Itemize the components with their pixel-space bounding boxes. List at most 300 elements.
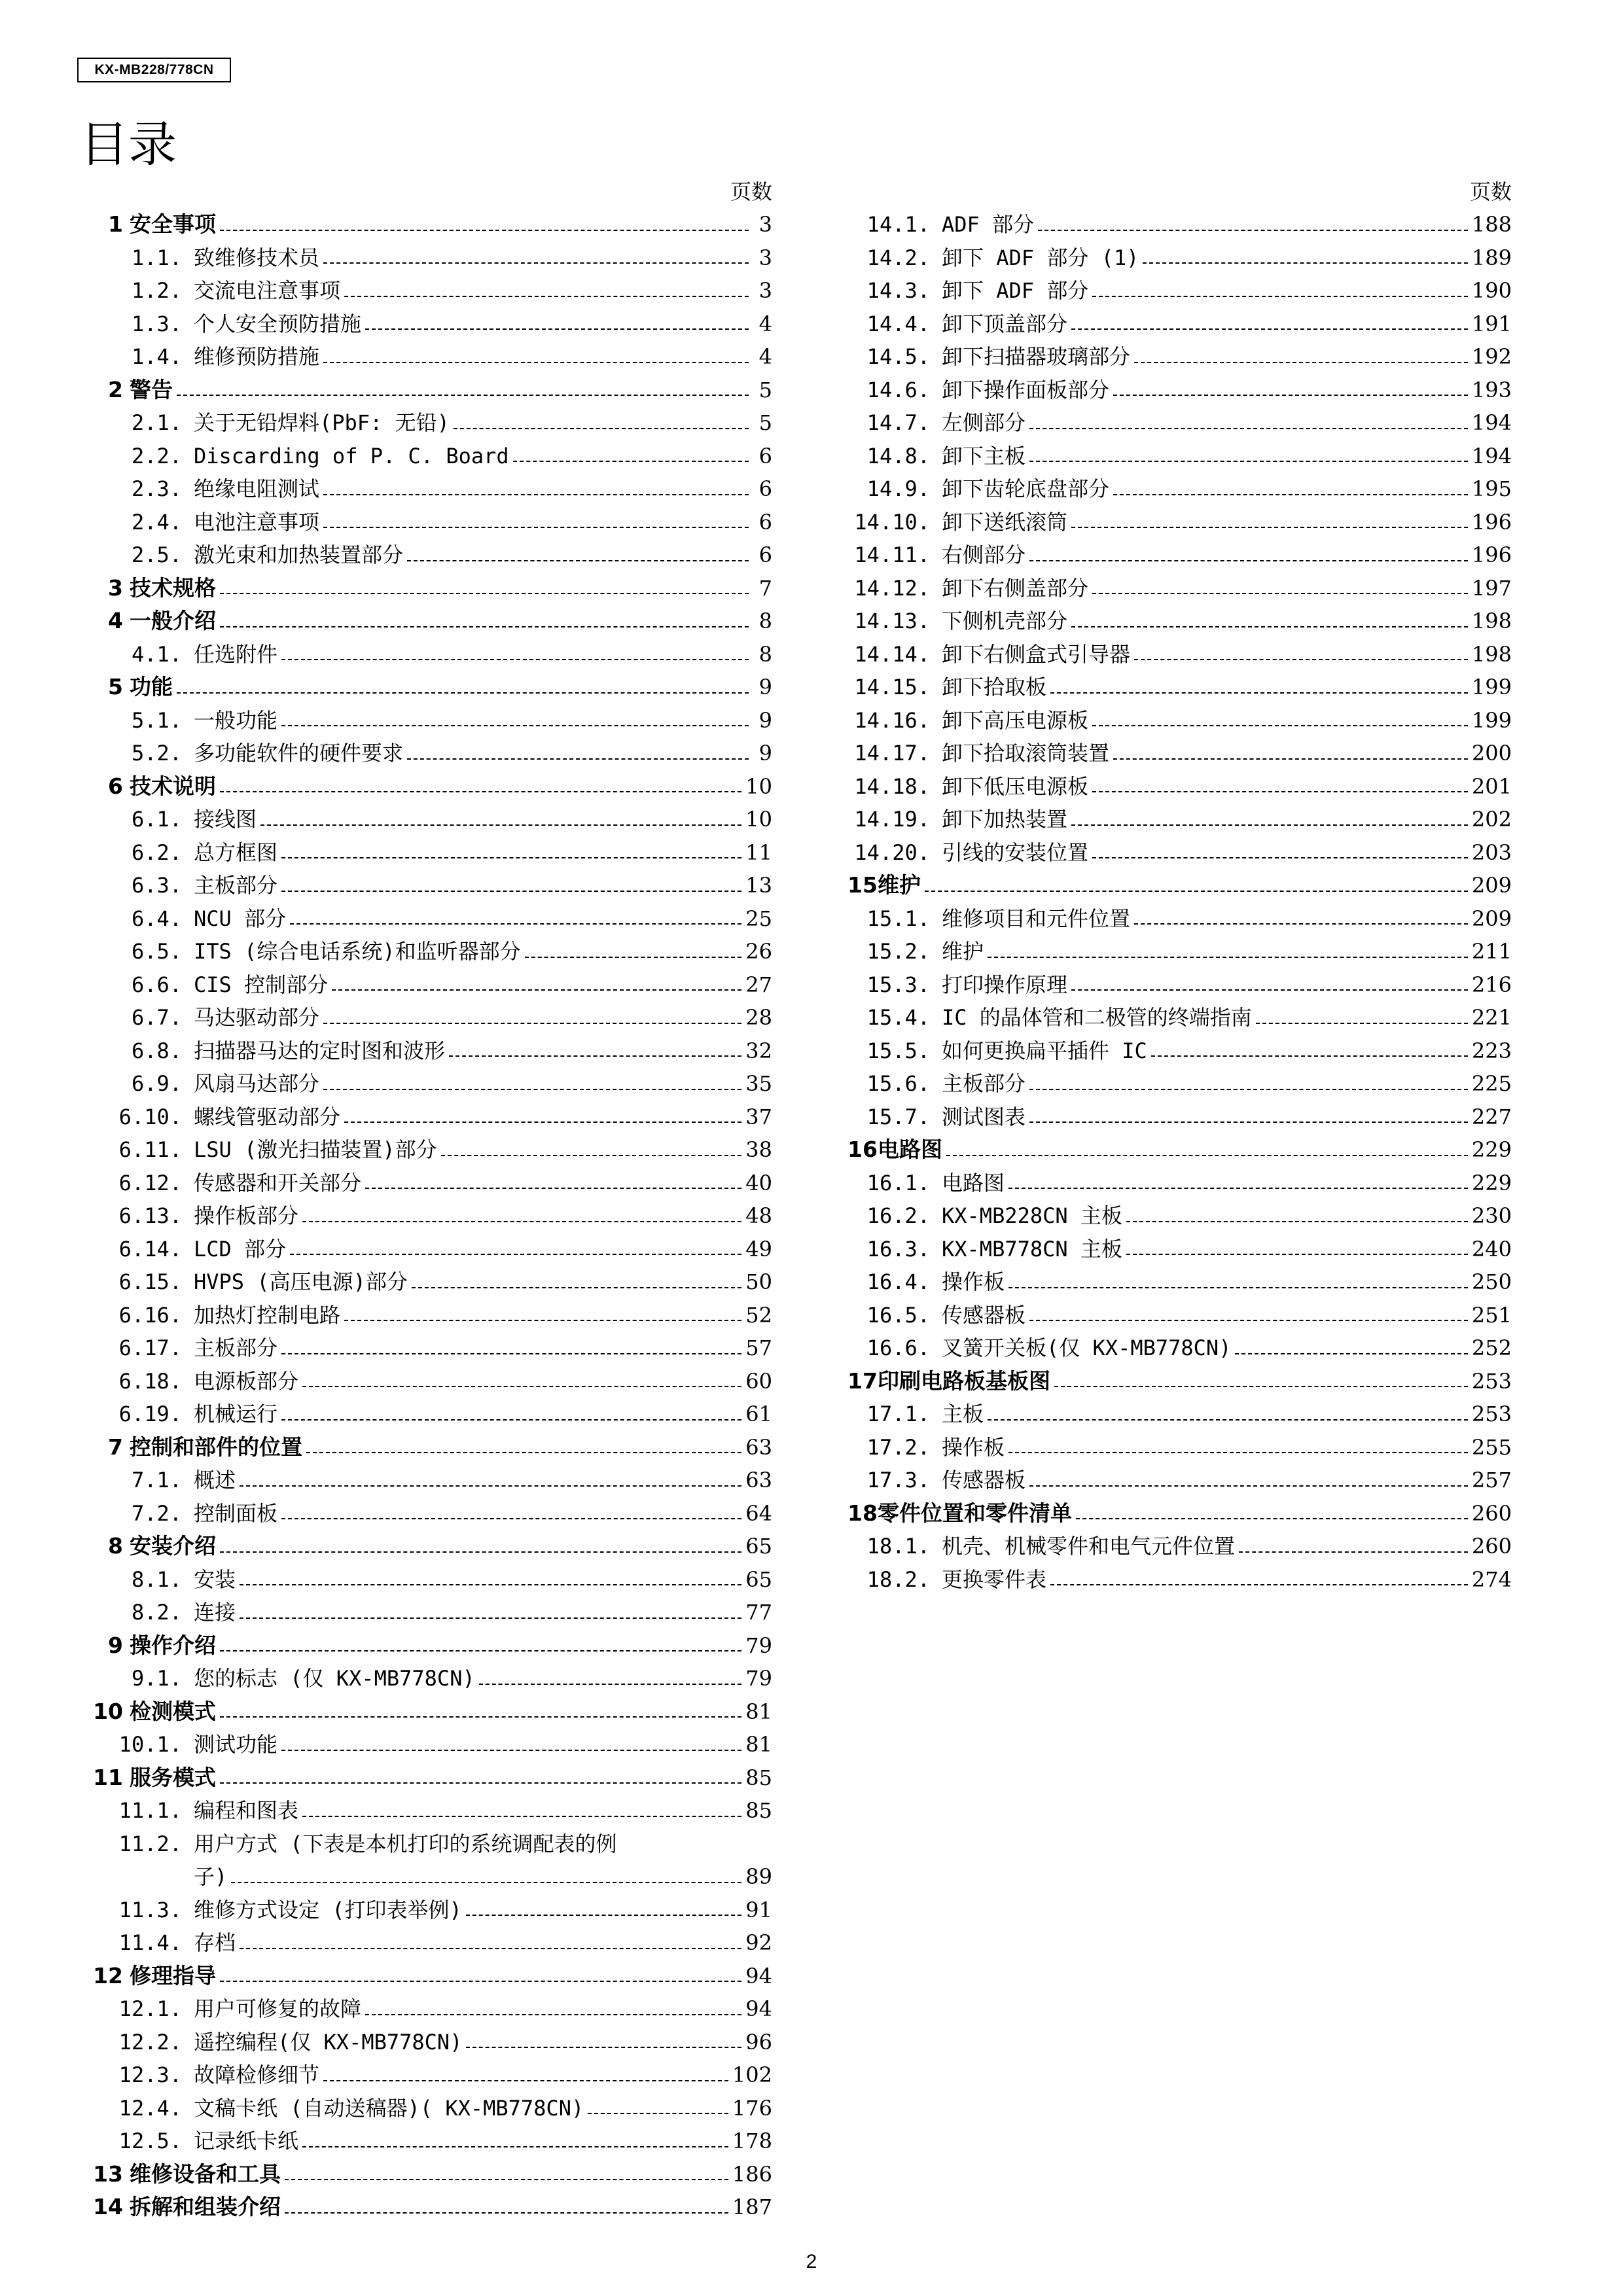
toc-entry-page: 28 <box>745 1005 772 1030</box>
toc-entry-label: LSU (激光扫描装置)部分 <box>194 1137 437 1162</box>
toc-entry-number: 14.18. <box>854 773 930 799</box>
toc-entry-page: 274 <box>1471 1566 1512 1592</box>
toc-entry-page: 202 <box>1471 807 1512 832</box>
toc-entry[interactable] <box>92 2026 772 2059</box>
toc-entry-page: 50 <box>745 1269 772 1294</box>
toc-entry-number: 6.17. <box>118 1335 182 1360</box>
toc-entry-label: 您的标志 (仅 KX-MB778CN) <box>194 1666 475 1691</box>
dot-leader <box>302 1386 741 1387</box>
toc-entry-number: 14.12. <box>854 575 930 601</box>
toc-entry-number: 5 <box>108 674 123 699</box>
toc-entry[interactable] <box>92 1828 772 1894</box>
toc-entry-page: 77 <box>745 1600 772 1625</box>
toc-entry-label: IC 的晶体管和二极管的终端指南 <box>942 1005 1252 1030</box>
toc-entry-page: 10 <box>745 773 772 799</box>
toc-entry[interactable] <box>847 1001 1512 1034</box>
dot-leader <box>1151 1055 1468 1057</box>
toc-entry-label: KX-MB228CN 主板 <box>942 1203 1122 1228</box>
toc-entry-label: 卸下主板 <box>942 443 1026 468</box>
toc-entry-label: 存档 <box>194 1930 236 1955</box>
dot-leader <box>220 626 749 627</box>
toc-entry[interactable] <box>92 1992 772 2026</box>
toc-entry-label: 编程和图表 <box>194 1798 299 1823</box>
dot-leader <box>1092 725 1468 726</box>
toc-entry[interactable] <box>92 1101 772 1134</box>
toc-entry-page: 198 <box>1471 609 1512 633</box>
toc-entry-page: 8 <box>758 641 772 667</box>
dot-leader <box>302 1221 741 1222</box>
dot-leader <box>1029 1089 1468 1090</box>
toc-entry-label: 电路图 <box>942 1170 1005 1195</box>
toc-entry-number: 16.3. <box>866 1236 930 1262</box>
dot-leader <box>925 891 1468 892</box>
toc-entry[interactable] <box>92 1034 772 1068</box>
dot-leader <box>1092 791 1468 792</box>
toc-entry-label: 风扇马达部分 <box>194 1071 320 1096</box>
toc-entry-page: 199 <box>1471 707 1512 733</box>
toc-entry-number: 14.16. <box>854 707 930 733</box>
toc-entry-number: 17 <box>847 1368 878 1394</box>
toc-entry[interactable] <box>847 506 1512 539</box>
toc-entry-line <box>92 1828 772 1861</box>
toc-entry-number: 9 <box>108 1632 123 1658</box>
toc-entry[interactable] <box>92 2158 772 2191</box>
toc-entry-page: 27 <box>745 972 772 997</box>
dot-leader <box>1071 328 1468 330</box>
toc-entry[interactable] <box>847 1365 1512 1398</box>
toc-entry[interactable] <box>847 1233 1512 1266</box>
toc-entry-page: 25 <box>745 906 772 931</box>
toc-entry-page: 255 <box>1471 1434 1512 1460</box>
toc-entry-number: 6.4. <box>131 906 182 931</box>
toc-entry-page: 201 <box>1471 773 1512 799</box>
toc-entry[interactable] <box>847 1398 1512 1431</box>
toc-entry[interactable] <box>92 869 772 902</box>
toc-entry[interactable] <box>847 1497 1512 1530</box>
dot-leader <box>466 2047 741 2048</box>
toc-entry-number: 14.7. <box>866 410 930 435</box>
toc-entry[interactable] <box>92 2058 772 2092</box>
dot-leader <box>588 2113 728 2114</box>
toc-entry[interactable] <box>92 1530 772 1563</box>
toc-entry[interactable] <box>847 605 1512 638</box>
toc-entry-page: 6 <box>758 476 772 501</box>
dot-leader <box>281 1419 741 1421</box>
toc-entry[interactable] <box>847 770 1512 804</box>
toc-entry-page: 79 <box>745 1633 772 1658</box>
toc-entry[interactable] <box>847 274 1512 308</box>
toc-entry[interactable] <box>847 1265 1512 1299</box>
toc-entry-page: 190 <box>1471 278 1512 303</box>
toc-entry-page: 209 <box>1471 873 1512 898</box>
toc-entry[interactable] <box>92 1894 772 1927</box>
toc-entry[interactable] <box>92 902 772 936</box>
toc-entry-label: 测试图表 <box>942 1104 1026 1129</box>
dot-leader <box>407 758 749 760</box>
toc-entry-number: 2 <box>108 376 123 402</box>
page-column-header: 页数 <box>1469 179 1512 204</box>
toc-entry[interactable] <box>847 1034 1512 1068</box>
toc-entry[interactable] <box>92 1662 772 1695</box>
toc-entry-label: 左侧部分 <box>942 410 1026 435</box>
toc-entry-number: 16.4. <box>866 1269 930 1294</box>
dot-leader <box>281 857 741 858</box>
toc-entry-label: 引线的安装位置 <box>942 839 1089 865</box>
toc-entry-page: 35 <box>745 1071 772 1096</box>
dot-leader <box>1029 1122 1468 1123</box>
toc-entry-label: 卸下拾取滚筒装置 <box>942 741 1110 766</box>
toc-entry-label: 卸下右侧盖部分 <box>942 575 1089 601</box>
toc-entry-number: 9.1. <box>131 1666 182 1691</box>
toc-entry-page: 79 <box>745 1666 772 1691</box>
toc-entry-page: 192 <box>1471 344 1512 369</box>
toc-entry[interactable] <box>92 1761 772 1795</box>
dot-leader <box>1029 428 1468 429</box>
toc-entry-page: 257 <box>1471 1468 1512 1492</box>
toc-entry-page: 196 <box>1471 542 1512 567</box>
toc-entry-label: 传感器板 <box>942 1302 1026 1328</box>
toc-column-right <box>847 175 1512 1596</box>
toc-entry[interactable] <box>92 1497 772 1530</box>
dot-leader <box>525 957 742 958</box>
toc-entry[interactable] <box>92 737 772 770</box>
toc-entry-number: 1.4. <box>131 344 182 369</box>
toc-entry[interactable] <box>92 274 772 308</box>
dot-leader <box>1113 395 1468 396</box>
toc-entry-label: 维修设备和工具 <box>130 2161 281 2187</box>
toc-entry[interactable] <box>847 1133 1512 1167</box>
dot-leader <box>240 1617 741 1619</box>
toc-entry-number: 18 <box>847 1500 878 1526</box>
toc-entry-number: 14.19. <box>854 807 930 832</box>
toc-entry-number: 15.5. <box>866 1038 930 1063</box>
toc-entry[interactable] <box>92 1199 772 1233</box>
dot-leader <box>1126 1254 1468 1255</box>
toc-entry-label: 维护 <box>878 872 921 898</box>
toc-entry[interactable] <box>847 869 1512 902</box>
toc-entry[interactable] <box>92 506 772 539</box>
toc-entry[interactable] <box>92 1133 772 1167</box>
toc-entry-label: 个人安全预防措施 <box>194 311 362 336</box>
toc-entry-page: 6 <box>758 509 772 535</box>
toc-entry-number: 6.1. <box>131 807 182 832</box>
toc-entry[interactable] <box>847 539 1512 572</box>
toc-list-left <box>92 208 772 2224</box>
dot-leader <box>1076 1518 1468 1519</box>
toc-entry[interactable] <box>92 605 772 638</box>
toc-entry[interactable] <box>92 1926 772 1960</box>
toc-entry[interactable] <box>847 308 1512 341</box>
toc-entry[interactable] <box>92 1265 772 1299</box>
dot-leader <box>1134 923 1468 925</box>
toc-entry-label: 操作板部分 <box>194 1203 299 1228</box>
toc-entry-page: 13 <box>745 873 772 898</box>
toc-entry[interactable] <box>847 572 1512 605</box>
toc-entry-label: 技术说明 <box>130 773 216 799</box>
toc-entry[interactable] <box>847 1101 1512 1134</box>
toc-entry-page: 230 <box>1471 1203 1512 1228</box>
toc-entry-page: 81 <box>745 1732 772 1757</box>
toc-entry-label: 激光束和加热装置部分 <box>194 542 404 567</box>
toc-entry-number: 18.1. <box>866 1534 930 1559</box>
toc-entry-page: 251 <box>1471 1302 1512 1328</box>
toc-entry[interactable] <box>92 1332 772 1365</box>
toc-entry[interactable] <box>847 638 1512 671</box>
dot-leader <box>1029 461 1468 462</box>
toc-entry-label: 维修项目和元件位置 <box>942 906 1131 931</box>
dot-leader <box>240 1485 741 1487</box>
toc-entry-label: 一般介绍 <box>130 608 216 633</box>
dot-leader <box>365 2014 741 2015</box>
toc-entry-label: 卸下低压电源板 <box>942 773 1089 799</box>
toc-entry[interactable] <box>847 671 1512 704</box>
toc-entry-label: 机壳、机械零件和电气元件位置 <box>942 1534 1236 1559</box>
dot-leader <box>220 1650 741 1651</box>
toc-entry-page: 194 <box>1471 410 1512 435</box>
toc-entry[interactable] <box>847 208 1512 241</box>
toc-entry[interactable] <box>92 1464 772 1497</box>
toc-entry-page: 194 <box>1471 443 1512 468</box>
dot-leader <box>281 1750 741 1751</box>
toc-entry-label: 电池注意事项 <box>194 509 320 535</box>
dot-leader <box>220 1551 741 1553</box>
toc-entry-page: 240 <box>1471 1236 1512 1262</box>
toc-entry[interactable] <box>92 1563 772 1597</box>
toc-entry-page: 32 <box>745 1038 772 1063</box>
toc-entry-label: 维修方式设定 (打印表举例) <box>194 1897 462 1922</box>
toc-entry-page: 60 <box>745 1368 772 1394</box>
toc-entry[interactable] <box>92 770 772 804</box>
toc-entry[interactable] <box>92 2092 772 2125</box>
toc-entry[interactable] <box>847 1464 1512 1497</box>
dot-leader <box>306 1452 741 1453</box>
toc-entry[interactable] <box>92 1299 772 1332</box>
toc-entry-page: 198 <box>1471 641 1512 667</box>
toc-entry[interactable] <box>92 1365 772 1398</box>
toc-entry-page: 9 <box>758 741 772 766</box>
toc-entry-label: 检测模式 <box>130 1698 216 1724</box>
toc-entry[interactable] <box>847 1199 1512 1233</box>
toc-entry-page: 229 <box>1471 1137 1512 1162</box>
toc-entry[interactable] <box>92 1431 772 1464</box>
toc-entry[interactable] <box>847 1167 1512 1200</box>
toc-entry-label: 马达驱动部分 <box>194 1005 320 1030</box>
toc-entry-label: 连接 <box>194 1600 236 1625</box>
toc-entry[interactable] <box>92 208 772 241</box>
dot-leader <box>281 1353 741 1354</box>
dot-leader <box>323 1023 741 1024</box>
toc-entry[interactable] <box>92 572 772 605</box>
toc-entry-number: 6.16. <box>118 1302 182 1328</box>
toc-entry-number: 14.13. <box>854 609 930 633</box>
toc-entry-number: 15 <box>847 872 878 898</box>
toc-entry-page: 186 <box>732 2161 772 2187</box>
toc-entry-number: 15.1. <box>866 906 930 931</box>
page-number: 2 <box>806 2251 817 2272</box>
toc-entry-label: 用户方式 (下表是本机打印的系统调配表的例 <box>194 1831 617 1856</box>
dot-leader <box>220 230 749 231</box>
toc-entry[interactable] <box>92 1960 772 1993</box>
toc-entry[interactable] <box>92 440 772 473</box>
dot-leader <box>302 2146 728 2147</box>
toc-entry-page: 8 <box>758 609 772 633</box>
toc-entry[interactable] <box>92 308 772 341</box>
toc-entry-page: 26 <box>745 939 772 964</box>
toc-entry[interactable] <box>847 1299 1512 1332</box>
toc-entry[interactable] <box>92 406 772 440</box>
dot-leader <box>177 692 749 694</box>
toc-entry-label-continued: 子) <box>194 1864 228 1889</box>
dot-leader <box>344 1320 741 1321</box>
dot-leader <box>1256 1023 1468 1024</box>
toc-entry[interactable] <box>847 1067 1512 1101</box>
toc-entry-number: 14.8. <box>866 443 930 468</box>
dot-leader <box>323 362 749 363</box>
toc-entry-number: 6.13. <box>118 1203 182 1228</box>
toc-entry-number: 2.2. <box>131 443 182 468</box>
toc-entry-number: 6.10. <box>118 1104 182 1129</box>
toc-entry[interactable] <box>92 2191 772 2224</box>
toc-entry[interactable] <box>847 1431 1512 1464</box>
toc-entry[interactable] <box>92 472 772 506</box>
toc-entry[interactable] <box>92 2125 772 2158</box>
toc-entry[interactable] <box>92 1596 772 1629</box>
toc-entry[interactable] <box>92 1728 772 1761</box>
dot-leader <box>220 1716 741 1718</box>
toc-entry-page: 63 <box>745 1434 772 1460</box>
dot-leader <box>1071 824 1468 826</box>
toc-entry[interactable] <box>847 241 1512 275</box>
toc-entry-label: 卸下加热装置 <box>942 807 1068 832</box>
toc-entry-label: 遥控编程(仅 KX-MB778CN) <box>194 2029 463 2055</box>
toc-entry[interactable] <box>847 968 1512 1002</box>
toc-entry[interactable] <box>92 1001 772 1034</box>
dot-leader <box>1235 1353 1467 1354</box>
toc-entry-number: 6.14. <box>118 1236 182 1262</box>
toc-entry[interactable] <box>92 803 772 836</box>
toc-entry-page: 252 <box>1471 1335 1512 1360</box>
toc-entry-page: 3 <box>758 245 772 270</box>
toc-entry[interactable] <box>847 704 1512 737</box>
toc-entry-number: 1.3. <box>131 311 182 336</box>
toc-entry[interactable] <box>847 472 1512 506</box>
toc-entry[interactable] <box>92 539 772 572</box>
toc-entry[interactable] <box>92 935 772 968</box>
toc-entry[interactable] <box>92 704 772 737</box>
toc-entry[interactable] <box>847 836 1512 870</box>
toc-entry-page: 221 <box>1471 1005 1512 1030</box>
toc-entry-page: 4 <box>758 344 772 369</box>
toc-entry[interactable] <box>847 902 1512 936</box>
toc-entry-number: 13 <box>93 2161 123 2187</box>
toc-entry[interactable] <box>92 1794 772 1828</box>
toc-entry[interactable] <box>92 836 772 870</box>
toc-entry-number: 14.1. <box>866 212 930 237</box>
dot-leader <box>240 1584 741 1585</box>
dot-leader <box>1029 1485 1468 1487</box>
toc-entry-number: 14.20. <box>854 839 930 865</box>
toc-entry[interactable] <box>847 737 1512 770</box>
toc-entry-number: 6.8. <box>131 1038 182 1063</box>
toc-entry-label: 服务模式 <box>130 1764 216 1790</box>
toc-entry-page: 92 <box>745 1930 772 1955</box>
dot-leader <box>1071 527 1468 528</box>
toc-entry-page: 7 <box>758 575 772 601</box>
toc-entry-label: 零件位置和零件清单 <box>878 1500 1072 1526</box>
dot-leader <box>1092 857 1468 858</box>
toc-entry-page: 203 <box>1471 839 1512 865</box>
toc-entry[interactable] <box>92 968 772 1002</box>
toc-entry-page: 57 <box>745 1335 772 1360</box>
toc-entry-label: Discarding of P. C. Board <box>194 443 509 468</box>
dot-leader <box>1008 1188 1468 1189</box>
toc-entry[interactable] <box>847 803 1512 836</box>
dot-leader <box>220 593 749 594</box>
toc-entry-label: HVPS (高压电源)部分 <box>194 1269 408 1294</box>
toc-entry-number: 6.12. <box>118 1170 182 1195</box>
toc-entry[interactable] <box>92 241 772 275</box>
toc-entry-page: 89 <box>745 1864 772 1889</box>
toc-entry[interactable] <box>92 1398 772 1431</box>
toc-entry[interactable] <box>92 671 772 704</box>
toc-entry[interactable] <box>847 406 1512 440</box>
dot-leader <box>365 1188 741 1189</box>
toc-entry-label: 技术规格 <box>130 574 216 601</box>
toc-entry-number: 14 <box>93 2194 123 2219</box>
toc-entry[interactable] <box>92 1233 772 1266</box>
toc-entry-label: 加热灯控制电路 <box>194 1302 341 1328</box>
toc-entry[interactable] <box>847 935 1512 968</box>
toc-entry[interactable] <box>847 1530 1512 1563</box>
toc-entry-number: 12.4. <box>118 2095 182 2121</box>
toc-entry-number: 15.2. <box>866 939 930 964</box>
toc-entry-number: 16.5. <box>866 1302 930 1328</box>
toc-entry-number: 5.2. <box>131 741 182 766</box>
toc-entry-number: 7.2. <box>131 1500 182 1526</box>
toc-entry[interactable] <box>847 374 1512 407</box>
toc-entry-label: 概述 <box>194 1468 236 1492</box>
toc-entry[interactable] <box>92 374 772 407</box>
toc-entry[interactable] <box>847 1332 1512 1365</box>
toc-entry-page: 229 <box>1471 1170 1512 1195</box>
toc-entry-page: 193 <box>1471 377 1512 402</box>
toc-entry[interactable] <box>92 1067 772 1101</box>
toc-entry-number: 8.1. <box>131 1566 182 1592</box>
toc-entry-page: 225 <box>1471 1071 1512 1096</box>
toc-entry[interactable] <box>92 340 772 374</box>
toc-entry-label: 记录纸卡纸 <box>194 2128 299 2153</box>
dot-leader <box>1134 659 1468 660</box>
toc-entry-label: 主板部分 <box>194 1335 278 1360</box>
toc-entry[interactable] <box>847 340 1512 374</box>
dot-leader <box>281 1518 741 1519</box>
toc-entry-page: 102 <box>732 2062 772 2087</box>
toc-entry-number: 11.4. <box>118 1930 182 1955</box>
toc-entry[interactable] <box>92 638 772 671</box>
toc-entry-number: 6.18. <box>118 1368 182 1394</box>
toc-entry-label: 卸下右侧盒式引导器 <box>942 641 1131 667</box>
toc-entry-page: 91 <box>745 1897 772 1922</box>
toc-entry-label: 测试功能 <box>194 1732 278 1757</box>
toc-entry[interactable] <box>92 1629 772 1663</box>
toc-entry-number: 17.1. <box>866 1402 930 1426</box>
toc-entry-label: 更换零件表 <box>942 1566 1047 1592</box>
toc-entry[interactable] <box>847 1563 1512 1597</box>
toc-entry-label: 修理指导 <box>130 1962 216 1988</box>
toc-entry[interactable] <box>92 1167 772 1200</box>
toc-entry[interactable] <box>92 1695 772 1729</box>
toc-entry[interactable] <box>847 440 1512 473</box>
